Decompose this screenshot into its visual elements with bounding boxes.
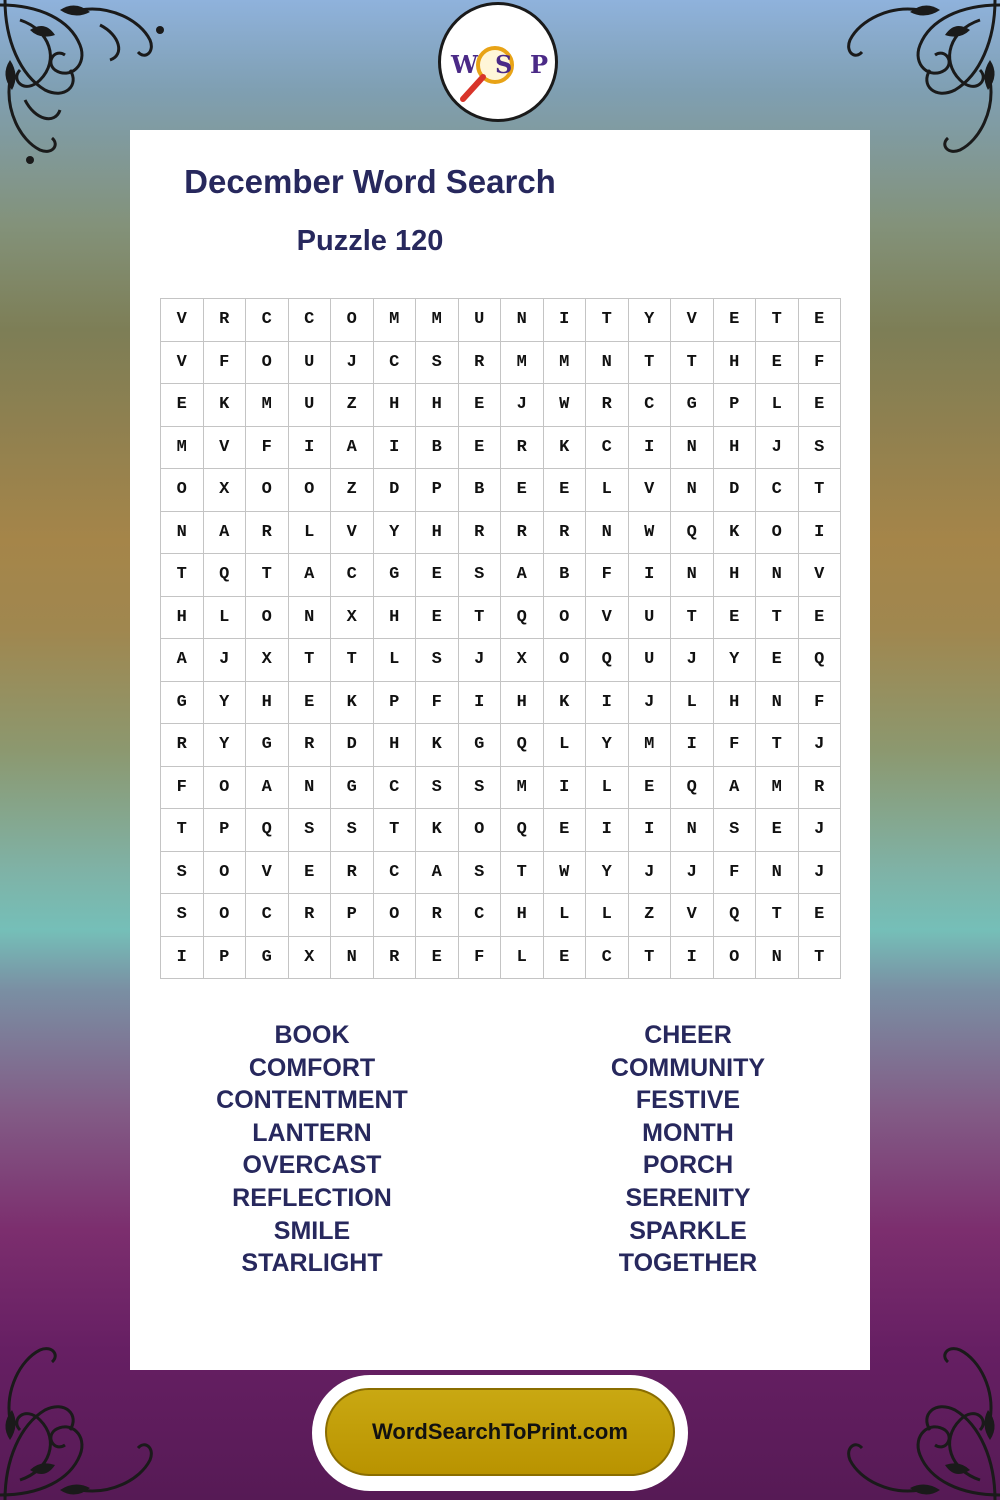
grid-cell[interactable]: F (713, 851, 756, 894)
grid-cell[interactable]: S (331, 809, 374, 852)
grid-cell[interactable]: U (628, 596, 671, 639)
grid-row (161, 766, 841, 809)
footer-website-label: WordSearchToPrint.com (372, 1419, 628, 1444)
grid-cell[interactable]: L (203, 596, 246, 639)
grid-cell[interactable]: S (458, 554, 501, 597)
grid-row (161, 809, 841, 852)
grid-cell[interactable]: S (458, 766, 501, 809)
grid-cell[interactable]: T (671, 341, 714, 384)
grid-cell[interactable]: Z (628, 894, 671, 937)
grid-cell[interactable]: N (331, 936, 374, 979)
grid-row (161, 299, 841, 342)
grid-cell[interactable]: G (671, 384, 714, 427)
word-list-item: COMMUNITY (610, 1053, 766, 1082)
grid-cell[interactable]: K (331, 681, 374, 724)
grid-cell[interactable]: I (543, 299, 586, 342)
grid-cell[interactable]: O (246, 469, 289, 512)
grid-cell[interactable]: J (671, 639, 714, 682)
grid-cell[interactable]: R (586, 384, 629, 427)
grid-cell[interactable]: H (416, 384, 459, 427)
grid-cell[interactable]: Y (586, 851, 629, 894)
grid-cell[interactable]: M (161, 426, 204, 469)
grid-cell[interactable]: W (543, 851, 586, 894)
grid-cell[interactable]: E (798, 894, 841, 937)
grid-cell[interactable]: T (161, 809, 204, 852)
grid-cell[interactable]: L (501, 936, 544, 979)
grid-cell[interactable]: L (671, 681, 714, 724)
grid-cell[interactable]: G (161, 681, 204, 724)
word-list-item: TOGETHER (618, 1249, 758, 1278)
grid-cell[interactable]: Y (373, 511, 416, 554)
grid-row (161, 724, 841, 767)
grid-cell[interactable]: Q (671, 766, 714, 809)
grid-cell[interactable]: I (586, 681, 629, 724)
grid-cell[interactable]: A (246, 766, 289, 809)
grid-cell[interactable]: T (756, 299, 799, 342)
grid-row (161, 469, 841, 512)
grid-cell[interactable]: G (331, 766, 374, 809)
grid-cell[interactable]: L (288, 511, 331, 554)
grid-cell[interactable]: S (416, 766, 459, 809)
grid-cell[interactable]: K (416, 809, 459, 852)
grid-cell[interactable]: L (543, 894, 586, 937)
grid-cell[interactable]: F (713, 724, 756, 767)
grid-cell[interactable]: C (288, 299, 331, 342)
grid-cell[interactable]: M (628, 724, 671, 767)
grid-cell[interactable]: L (373, 639, 416, 682)
grid-cell[interactable]: N (756, 554, 799, 597)
word-list-item: REFLECTION (232, 1183, 392, 1212)
grid-cell[interactable]: E (416, 554, 459, 597)
grid-cell[interactable]: C (373, 851, 416, 894)
grid-cell[interactable]: A (203, 511, 246, 554)
grid-cell[interactable]: R (501, 426, 544, 469)
grid-cell[interactable]: V (798, 554, 841, 597)
grid-cell[interactable]: R (798, 766, 841, 809)
grid-cell[interactable]: O (203, 851, 246, 894)
grid-cell[interactable]: I (586, 809, 629, 852)
grid-cell[interactable]: I (458, 681, 501, 724)
grid-cell[interactable]: G (373, 554, 416, 597)
grid-cell[interactable]: H (373, 384, 416, 427)
grid-cell[interactable]: R (501, 511, 544, 554)
grid-cell[interactable]: J (798, 851, 841, 894)
grid-cell[interactable]: C (458, 894, 501, 937)
grid-cell[interactable]: T (586, 299, 629, 342)
grid-cell[interactable]: N (671, 809, 714, 852)
grid-cell[interactable]: V (671, 894, 714, 937)
grid-row (161, 384, 841, 427)
grid-cell[interactable]: T (331, 639, 374, 682)
grid-cell[interactable]: N (288, 596, 331, 639)
grid-cell[interactable]: N (756, 681, 799, 724)
page-title: December Word Search (184, 163, 556, 200)
grid-cell[interactable]: T (458, 596, 501, 639)
grid-cell[interactable]: C (246, 894, 289, 937)
grid-cell[interactable]: M (501, 341, 544, 384)
grid-cell[interactable]: O (373, 894, 416, 937)
grid-cell[interactable]: C (331, 554, 374, 597)
grid-cell[interactable]: H (501, 681, 544, 724)
word-list-item: SERENITY (625, 1183, 751, 1212)
grid-cell[interactable]: H (713, 681, 756, 724)
grid-cell[interactable]: Y (713, 639, 756, 682)
grid-cell[interactable]: I (628, 554, 671, 597)
grid-cell[interactable]: H (501, 894, 544, 937)
grid-cell[interactable]: U (288, 384, 331, 427)
grid-cell[interactable]: D (713, 469, 756, 512)
grid-cell[interactable]: P (331, 894, 374, 937)
grid-cell[interactable]: X (288, 936, 331, 979)
grid-cell[interactable]: A (501, 554, 544, 597)
grid-cell[interactable]: H (246, 681, 289, 724)
grid-cell[interactable]: E (288, 851, 331, 894)
grid-cell[interactable]: T (756, 596, 799, 639)
grid-cell[interactable]: W (628, 511, 671, 554)
grid-cell[interactable]: O (713, 936, 756, 979)
grid-cell[interactable]: Z (331, 384, 374, 427)
grid-cell[interactable]: I (288, 426, 331, 469)
grid-cell[interactable]: A (161, 639, 204, 682)
grid-cell[interactable]: C (586, 936, 629, 979)
word-list-item: MONTH (642, 1118, 734, 1147)
grid-cell[interactable]: F (246, 426, 289, 469)
grid-cell[interactable]: O (331, 299, 374, 342)
grid-cell[interactable]: F (798, 681, 841, 724)
grid-cell[interactable]: A (331, 426, 374, 469)
grid-cell[interactable]: H (373, 596, 416, 639)
grid-cell[interactable]: R (288, 724, 331, 767)
grid-cell[interactable]: O (161, 469, 204, 512)
grid-cell[interactable]: F (203, 341, 246, 384)
grid-cell[interactable]: T (246, 554, 289, 597)
grid-cell[interactable]: N (671, 469, 714, 512)
grid-cell[interactable]: Q (586, 639, 629, 682)
grid-cell[interactable]: N (501, 299, 544, 342)
grid-cell[interactable]: S (713, 809, 756, 852)
grid-cell[interactable]: R (416, 894, 459, 937)
grid-cell[interactable]: J (331, 341, 374, 384)
grid-cell[interactable]: E (756, 809, 799, 852)
grid-cell[interactable]: N (756, 851, 799, 894)
grid-cell[interactable]: O (246, 341, 289, 384)
grid-cell[interactable]: Q (203, 554, 246, 597)
grid-cell[interactable]: B (416, 426, 459, 469)
grid-cell[interactable]: A (713, 766, 756, 809)
grid-row (161, 681, 841, 724)
grid-cell[interactable]: R (246, 511, 289, 554)
word-list-item: SPARKLE (629, 1216, 747, 1245)
grid-cell[interactable]: N (288, 766, 331, 809)
grid-row (161, 426, 841, 469)
grid-cell[interactable]: P (713, 384, 756, 427)
grid-cell[interactable]: R (331, 851, 374, 894)
grid-cell[interactable]: J (203, 639, 246, 682)
grid-cell[interactable]: N (756, 936, 799, 979)
grid-cell[interactable]: R (458, 511, 501, 554)
grid-cell[interactable]: J (628, 851, 671, 894)
grid-row (161, 851, 841, 894)
grid-cell[interactable]: Q (798, 639, 841, 682)
grid-cell[interactable]: Q (501, 596, 544, 639)
grid-row (161, 554, 841, 597)
grid-cell[interactable]: E (543, 936, 586, 979)
grid-cell[interactable]: F (458, 936, 501, 979)
grid-cell[interactable]: E (628, 766, 671, 809)
grid-cell[interactable]: S (458, 851, 501, 894)
grid-cell[interactable]: S (288, 809, 331, 852)
grid-cell[interactable]: Q (713, 894, 756, 937)
grid-cell[interactable]: J (628, 681, 671, 724)
grid-cell[interactable]: E (416, 936, 459, 979)
grid-cell[interactable]: F (586, 554, 629, 597)
grid-cell[interactable]: H (416, 511, 459, 554)
grid-cell[interactable]: I (628, 809, 671, 852)
grid-cell[interactable]: I (798, 511, 841, 554)
grid-cell[interactable]: E (458, 384, 501, 427)
grid-cell[interactable]: M (416, 299, 459, 342)
grid-cell[interactable]: P (373, 681, 416, 724)
word-list-item: CHEER (644, 1021, 732, 1049)
grid-cell[interactable]: E (543, 809, 586, 852)
grid-cell[interactable]: I (671, 724, 714, 767)
grid-cell[interactable]: O (543, 639, 586, 682)
grid-cell[interactable]: E (161, 384, 204, 427)
grid-cell[interactable]: I (543, 766, 586, 809)
word-list-item: BOOK (274, 1021, 350, 1049)
grid-row (161, 341, 841, 384)
grid-cell[interactable]: E (756, 639, 799, 682)
grid-cell[interactable]: Z (331, 469, 374, 512)
grid-cell[interactable]: F (161, 766, 204, 809)
grid-cell[interactable]: M (756, 766, 799, 809)
grid-cell[interactable]: K (543, 681, 586, 724)
grid-cell[interactable]: M (543, 341, 586, 384)
grid-cell[interactable]: B (543, 554, 586, 597)
grid-cell[interactable]: E (501, 469, 544, 512)
grid-cell[interactable]: E (798, 299, 841, 342)
grid-row (161, 511, 841, 554)
word-list-item: COMFORT (248, 1053, 376, 1082)
grid-cell[interactable]: V (671, 299, 714, 342)
grid-cell[interactable]: K (543, 426, 586, 469)
grid-cell[interactable]: M (501, 766, 544, 809)
grid-cell[interactable]: J (501, 384, 544, 427)
grid-cell[interactable]: P (416, 469, 459, 512)
grid-cell[interactable]: B (458, 469, 501, 512)
grid-cell[interactable]: Y (203, 681, 246, 724)
grid-cell[interactable]: G (246, 936, 289, 979)
grid-cell[interactable]: H (713, 426, 756, 469)
word-list-left (132, 1018, 492, 1279)
grid-cell[interactable]: C (586, 426, 629, 469)
grid-cell[interactable]: N (671, 554, 714, 597)
grid-cell[interactable]: Y (628, 299, 671, 342)
grid-cell[interactable]: Q (501, 724, 544, 767)
grid-cell[interactable]: T (798, 936, 841, 979)
grid-cell[interactable]: R (288, 894, 331, 937)
grid-cell[interactable]: T (798, 469, 841, 512)
grid-cell[interactable]: X (246, 639, 289, 682)
grid-cell[interactable]: T (671, 596, 714, 639)
grid-cell[interactable]: T (628, 341, 671, 384)
footer-website-button[interactable] (325, 1388, 675, 1476)
grid-cell[interactable]: C (756, 469, 799, 512)
grid-cell[interactable]: V (161, 341, 204, 384)
grid-cell[interactable]: E (543, 469, 586, 512)
grid-cell[interactable]: N (586, 511, 629, 554)
grid-cell[interactable]: V (331, 511, 374, 554)
grid-cell[interactable]: S (416, 341, 459, 384)
grid-cell[interactable]: T (288, 639, 331, 682)
grid-cell[interactable]: S (161, 894, 204, 937)
grid-cell[interactable]: A (416, 851, 459, 894)
grid-cell[interactable]: V (246, 851, 289, 894)
grid-cell[interactable]: E (713, 299, 756, 342)
grid-cell[interactable]: X (203, 469, 246, 512)
grid-cell[interactable]: V (161, 299, 204, 342)
grid-cell[interactable]: L (586, 469, 629, 512)
grid-row (161, 596, 841, 639)
grid-cell[interactable]: R (458, 341, 501, 384)
grid-cell[interactable]: L (586, 894, 629, 937)
grid-cell[interactable]: T (161, 554, 204, 597)
site-logo[interactable] (438, 2, 558, 122)
grid-cell[interactable]: E (798, 384, 841, 427)
grid-cell[interactable]: L (756, 384, 799, 427)
grid-cell[interactable]: I (671, 936, 714, 979)
word-list-item: FESTIVE (635, 1086, 741, 1115)
grid-cell[interactable]: H (713, 341, 756, 384)
grid-cell[interactable]: X (331, 596, 374, 639)
grid-cell[interactable]: T (373, 809, 416, 852)
grid-cell[interactable]: P (203, 936, 246, 979)
grid-cell[interactable]: N (671, 426, 714, 469)
grid-cell[interactable]: J (756, 426, 799, 469)
grid-cell[interactable]: O (756, 511, 799, 554)
grid-cell[interactable]: D (331, 724, 374, 767)
grid-cell[interactable]: Q (501, 809, 544, 852)
grid-cell[interactable]: V (628, 469, 671, 512)
grid-cell[interactable]: T (756, 894, 799, 937)
word-list-item: SMILE (273, 1216, 351, 1245)
grid-cell[interactable]: Y (203, 724, 246, 767)
grid-cell[interactable]: E (416, 596, 459, 639)
grid-cell[interactable]: N (161, 511, 204, 554)
grid-row (161, 936, 841, 979)
grid-cell[interactable]: D (373, 469, 416, 512)
grid-cell[interactable]: R (161, 724, 204, 767)
grid-cell[interactable]: I (161, 936, 204, 979)
grid-cell[interactable]: K (713, 511, 756, 554)
grid-cell[interactable]: H (373, 724, 416, 767)
grid-cell[interactable]: O (543, 596, 586, 639)
grid-cell[interactable]: L (543, 724, 586, 767)
grid-cell[interactable]: W (543, 384, 586, 427)
grid-cell[interactable]: L (586, 766, 629, 809)
grid-cell[interactable]: J (798, 724, 841, 767)
grid-cell[interactable]: I (628, 426, 671, 469)
word-list-item: CONTENTMENT (216, 1086, 408, 1115)
grid-cell[interactable]: Q (671, 511, 714, 554)
grid-row (161, 639, 841, 682)
grid-cell[interactable]: R (203, 299, 246, 342)
grid-cell[interactable]: C (628, 384, 671, 427)
grid-row (161, 894, 841, 937)
grid-cell[interactable]: N (586, 341, 629, 384)
grid-cell[interactable]: R (373, 936, 416, 979)
grid-cell[interactable]: F (798, 341, 841, 384)
grid-cell[interactable]: O (246, 596, 289, 639)
word-list-item: STARLIGHT (241, 1249, 383, 1278)
word-list-item: PORCH (642, 1151, 734, 1180)
grid-cell[interactable]: H (713, 554, 756, 597)
grid-cell[interactable]: V (203, 426, 246, 469)
grid-cell[interactable]: E (798, 596, 841, 639)
grid-cell[interactable]: E (713, 596, 756, 639)
puzzle-number: Puzzle 120 (296, 225, 444, 257)
letter-grid[interactable] (160, 298, 841, 979)
grid-cell[interactable]: O (458, 809, 501, 852)
word-list-right (508, 1018, 868, 1279)
grid-cell[interactable]: Y (586, 724, 629, 767)
grid-cell[interactable]: P (203, 809, 246, 852)
grid-cell[interactable]: E (288, 681, 331, 724)
grid-cell[interactable]: C (373, 341, 416, 384)
grid-cell[interactable]: T (501, 851, 544, 894)
grid-cell[interactable]: C (246, 299, 289, 342)
grid-cell[interactable]: T (628, 936, 671, 979)
logo-letter-s: S (495, 50, 513, 79)
grid-cell[interactable]: O (203, 894, 246, 937)
grid-cell[interactable]: G (246, 724, 289, 767)
grid-cell[interactable]: E (756, 341, 799, 384)
grid-cell[interactable]: U (628, 639, 671, 682)
grid-cell[interactable]: S (416, 639, 459, 682)
grid-cell[interactable]: Q (246, 809, 289, 852)
grid-cell[interactable]: F (416, 681, 459, 724)
grid-cell[interactable]: J (458, 639, 501, 682)
word-list-item: OVERCAST (242, 1151, 382, 1180)
grid-cell[interactable]: C (373, 766, 416, 809)
grid-cell[interactable]: K (203, 384, 246, 427)
grid-cell[interactable]: M (373, 299, 416, 342)
grid-cell[interactable]: J (798, 809, 841, 852)
grid-cell[interactable]: V (586, 596, 629, 639)
grid-cell[interactable]: J (671, 851, 714, 894)
grid-cell[interactable]: R (543, 511, 586, 554)
grid-cell[interactable]: M (246, 384, 289, 427)
grid-cell[interactable]: G (458, 724, 501, 767)
grid-cell[interactable]: I (373, 426, 416, 469)
grid-cell[interactable]: A (288, 554, 331, 597)
logo-letter-w: W (451, 50, 478, 79)
grid-cell[interactable]: K (416, 724, 459, 767)
word-list-item: LANTERN (252, 1118, 372, 1147)
grid-cell[interactable]: X (501, 639, 544, 682)
grid-cell[interactable]: O (203, 766, 246, 809)
grid-cell[interactable]: U (288, 341, 331, 384)
grid-cell[interactable]: H (161, 596, 204, 639)
grid-cell[interactable]: E (458, 426, 501, 469)
logo-letter-p: P (530, 50, 549, 79)
grid-cell[interactable]: O (288, 469, 331, 512)
grid-cell[interactable]: S (798, 426, 841, 469)
grid-cell[interactable]: T (756, 724, 799, 767)
grid-cell[interactable]: U (458, 299, 501, 342)
grid-cell[interactable]: S (161, 851, 204, 894)
